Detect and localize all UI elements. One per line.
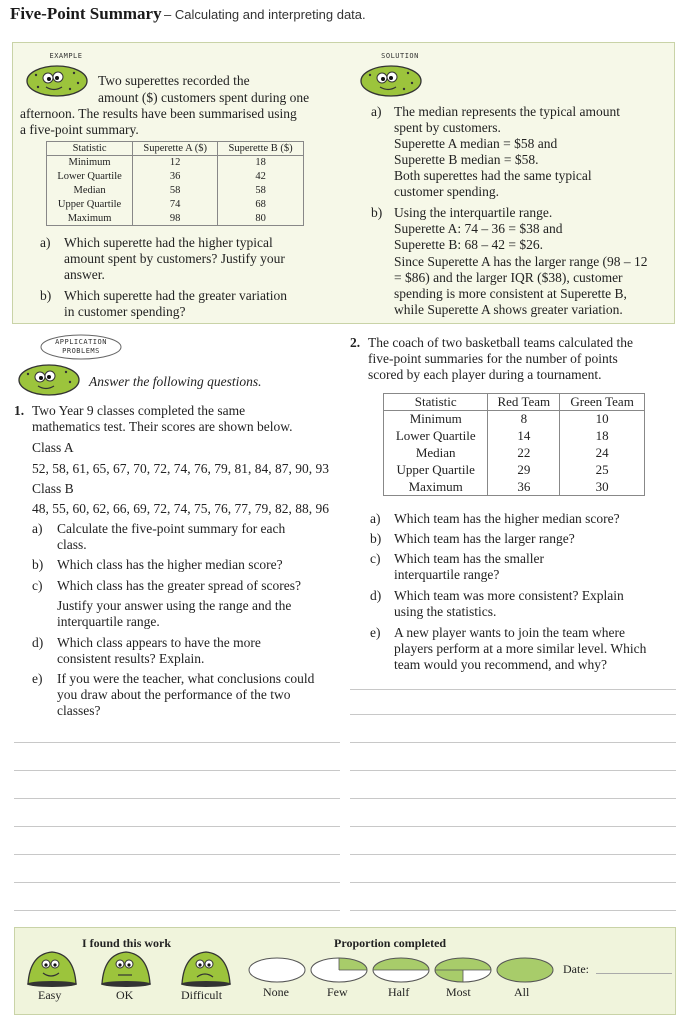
ok-face-icon[interactable] [100,948,152,988]
solution-line: Since Superette A has the larger range (98 – 12 [394,254,648,269]
solution-label: a) [371,104,382,119]
solution-label: b) [371,205,383,220]
class-b-label: Class B [32,481,74,496]
answer-line[interactable] [14,770,340,771]
table-row [47,156,304,170]
part-line: Which class has the higher median score? [57,557,283,572]
proportion-label: None [263,985,289,999]
proportion-oval-few[interactable] [310,957,368,983]
question-line: five-point summaries for the number of points [368,351,618,366]
table-cell: 30 [560,479,645,496]
proportion-oval-none[interactable] [248,957,306,983]
answer-line[interactable] [350,826,676,827]
table-cell: 74 [133,198,218,212]
easy-face-icon[interactable] [26,948,78,988]
part-label: b) [370,531,382,546]
question-line: The coach of two basketball teams calculated the [368,335,634,350]
part-line: players perform at a more similar level. Which [394,641,647,656]
application-instruction: Answer the following questions. [89,374,262,389]
answer-line[interactable] [14,882,340,883]
part-line: Which class appears to have the more [57,635,261,650]
page-subtitle: – Calculating and interpreting data. [164,7,366,22]
proportion-label: Most [446,985,471,999]
question-line: amount spent by customers? Justify your [64,251,285,266]
table-cell: 98 [133,212,218,226]
table-cell: 25 [560,462,645,479]
table-row [384,411,645,428]
part-label: b) [32,557,44,572]
part-line: class. [57,537,87,552]
application-tag: APPLICATION [55,338,107,346]
solution-line: Superette A: 74 – 36 = $38 and [394,221,563,236]
table-cell: 36 [488,479,560,496]
basketball-table [383,393,645,496]
proportion-oval-all[interactable] [496,957,554,983]
table-cell: Upper Quartile [384,462,488,479]
table-row [47,212,304,226]
part-label: d) [370,588,382,603]
solution-line: The median represents the typical amount [394,104,621,119]
question-line: Two Year 9 classes completed the same [32,403,246,418]
difficulty-heading: I found this work [82,936,172,950]
table-cell: 24 [560,445,645,462]
table-header: Statistic [47,142,133,156]
example-tag: EXAMPLE [49,52,83,60]
table-row [384,445,645,462]
solution-tag: SOLUTION [381,52,419,60]
bug-mascot-icon [358,61,424,99]
difficulty-label: Difficult [181,988,223,1002]
table-row [384,479,645,496]
table-cell: 29 [488,462,560,479]
question-label: a) [40,235,51,250]
table-header: Superette B ($) [218,142,304,156]
answer-line[interactable] [14,854,340,855]
answer-line[interactable] [350,854,676,855]
example-intro-line: a five-point summary. [20,122,139,137]
part-line: interquartile range. [57,614,160,629]
table-cell: 12 [133,156,218,170]
solution-line: Superette B median = $58. [394,152,539,167]
solution-line: Superette B: 68 – 42 = $26. [394,237,543,252]
class-a-scores: 52, 58, 61, 65, 67, 70, 72, 74, 76, 79, 81, 84, 87, 90, 93 [32,461,329,476]
proportion-label: Half [388,985,410,999]
solution-line: = $86) and the larger IQR ($38), customer [394,270,623,285]
answer-line[interactable] [14,742,340,743]
part-line: A new player wants to join the team where [394,625,625,640]
part-line: Which team has the higher median score? [394,511,620,526]
example-intro-line: Two superettes recorded the [98,73,250,88]
answer-line[interactable] [14,826,340,827]
part-line: If you were the teacher, what conclusions could [57,671,315,686]
table-row [384,462,645,479]
table-cell: Maximum [47,212,133,226]
solution-line: spent by customers. [394,120,501,135]
part-line: Calculate the five-point summary for each [57,521,286,536]
table-cell: 68 [218,198,304,212]
class-a-label: Class A [32,440,74,455]
class-b-scores: 48, 55, 60, 62, 66, 69, 72, 74, 75, 76, 77, 79, 82, 88, 96 [32,501,329,516]
solution-line: Both superettes had the same typical [394,168,592,183]
table-cell: Median [47,184,133,198]
table-header: Red Team [488,394,560,411]
bug-mascot-icon [16,360,82,398]
solution-line: while Superette A shows greater variation. [394,302,623,317]
example-intro-line: amount ($) customers spent during one [98,90,310,105]
part-label: c) [370,551,381,566]
table-cell: 14 [488,428,560,445]
table-header: Green Team [560,394,645,411]
proportion-label: All [514,985,530,999]
page-title: Five-Point Summary [10,4,162,23]
answer-line[interactable] [350,882,676,883]
table-cell: Minimum [47,156,133,170]
answer-line[interactable] [350,798,676,799]
proportion-label: Few [327,985,348,999]
part-label: d) [32,635,44,650]
part-line: Which team has the larger range? [394,531,575,546]
part-line: using the statistics. [394,604,497,619]
answer-line[interactable] [350,742,676,743]
part-label: e) [32,671,43,686]
part-line: interquartile range? [394,567,500,582]
question-line: in customer spending? [64,304,186,319]
part-line: Which team has the smaller [394,551,544,566]
table-cell: 58 [218,184,304,198]
table-cell: 18 [560,428,645,445]
difficult-face-icon[interactable] [180,948,232,988]
application-tag: PROBLEMS [62,347,100,355]
question-line: Which superette had the higher typical [64,235,273,250]
table-cell: 22 [488,445,560,462]
difficulty-label: OK [116,988,134,1002]
table-cell: 18 [218,156,304,170]
table-header: Statistic [384,394,488,411]
date-field[interactable] [596,973,672,974]
part-line: Which team was more consistent? Explain [394,588,624,603]
table-cell: Maximum [384,479,488,496]
question-line: answer. [64,267,105,282]
table-cell: 10 [560,411,645,428]
table-cell: 58 [133,184,218,198]
table-cell: Median [384,445,488,462]
part-label: c) [32,578,43,593]
part-label: a) [370,511,381,526]
answer-line[interactable] [14,910,340,911]
question-label: b) [40,288,52,303]
table-row [384,428,645,445]
table-cell: 36 [133,170,218,184]
table-cell: 8 [488,411,560,428]
table-cell: 42 [218,170,304,184]
answer-line[interactable] [350,770,676,771]
table-header: Superette A ($) [133,142,218,156]
solution-line: Using the interquartile range. [394,205,553,220]
table-cell: Lower Quartile [47,170,133,184]
table-cell: 80 [218,212,304,226]
table-row [47,198,304,212]
part-line: Which class has the greater spread of scores? [57,578,302,593]
answer-line[interactable] [350,910,676,911]
part-line: you draw about the performance of the two [57,687,291,702]
part-line: team would you recommend, and why? [394,657,607,672]
question-line: scored by each player during a tournament. [368,367,602,382]
part-line: classes? [57,703,101,718]
solution-line: Superette A median = $58 and [394,136,558,151]
part-label: a) [32,521,43,536]
proportion-oval-half[interactable] [372,957,430,983]
table-cell: Upper Quartile [47,198,133,212]
proportion-oval-most[interactable] [434,957,492,983]
table-cell: Minimum [384,411,488,428]
answer-line[interactable] [350,714,676,715]
part-label: e) [370,625,381,640]
question-number: 1. [14,403,25,418]
question-number: 2. [350,335,361,350]
table-row [47,184,304,198]
difficulty-label: Easy [38,988,62,1002]
question-line: Which superette had the greater variation [64,288,288,303]
answer-line[interactable] [14,798,340,799]
part-line: Justify your answer using the range and the [57,598,292,613]
solution-line: customer spending. [394,184,499,199]
proportion-heading: Proportion completed [334,936,447,950]
question-line: mathematics test. Their scores are shown below. [32,419,293,434]
example-intro-line: afternoon. The results have been summarised using [20,106,297,121]
table-row [47,170,304,184]
part-line: consistent results? Explain. [57,651,205,666]
bug-mascot-icon [24,61,90,99]
example-table [46,141,304,226]
date-label: Date: [563,962,589,976]
solution-line: spending is more consistent at Superette B, [394,286,627,301]
answer-line[interactable] [350,689,676,690]
table-cell: Lower Quartile [384,428,488,445]
